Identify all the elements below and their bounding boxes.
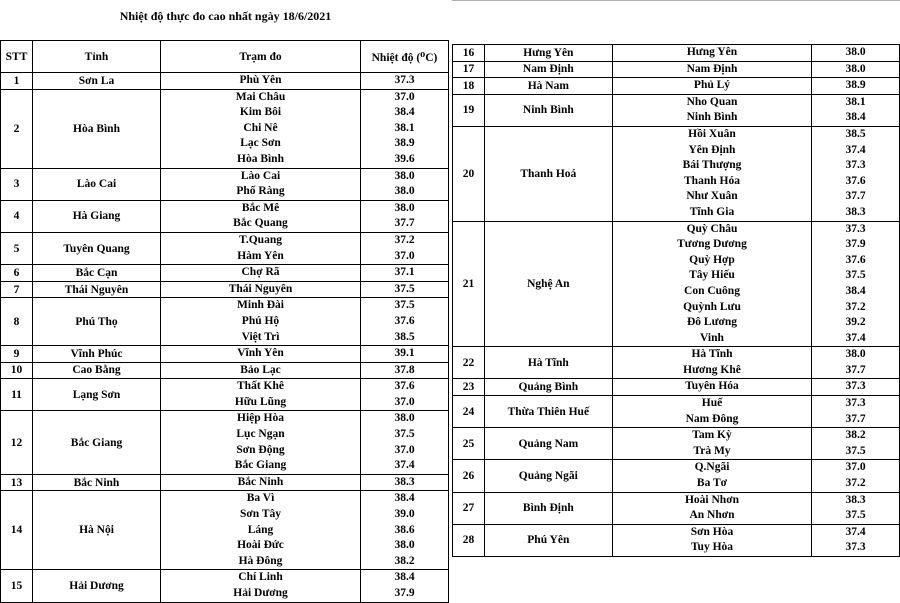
- temperature-value: 38.1: [845, 95, 866, 108]
- station-cell: [612, 524, 812, 556]
- temperature-value: 37.4: [845, 143, 866, 156]
- temperature-cell: [361, 265, 449, 282]
- station-name: Quỳ Châu: [686, 222, 738, 235]
- stt-cell: 18: [453, 78, 485, 95]
- table-row: [453, 126, 900, 221]
- station-name: Minh Đài: [237, 299, 284, 312]
- station-cell: [612, 347, 812, 379]
- temperature-value: 37.3: [394, 74, 415, 86]
- temperature-value: 37.4: [845, 525, 866, 538]
- station-name: Phú Hộ: [241, 314, 280, 327]
- station-name: Bái Thượng: [682, 159, 742, 172]
- province-cell: Hà Nội: [33, 491, 161, 570]
- province-cell: Thái Nguyên: [33, 281, 161, 298]
- temperature-value: 38.0: [845, 348, 866, 361]
- station-cell: [161, 379, 361, 411]
- station-name: Như Xuân: [686, 190, 738, 203]
- table-row: [1, 474, 449, 491]
- station-name: Nho Quan: [686, 95, 738, 108]
- province-cell: Cao Bằng: [33, 362, 161, 379]
- province-cell: Thanh Hoá: [484, 126, 612, 221]
- station-name: Sơn Hòa: [690, 525, 734, 538]
- province-cell: Hà Tĩnh: [484, 347, 612, 379]
- station-name: T.Quang: [239, 233, 282, 246]
- temperature-value: 39.2: [845, 316, 866, 329]
- temperature-cell: [361, 73, 449, 90]
- temperature-value: 39.6: [394, 152, 415, 165]
- temperature-cell: [812, 460, 900, 492]
- station-name: Thái Nguyên: [228, 282, 293, 295]
- table-row: [453, 460, 900, 492]
- temperature-cell: [812, 428, 900, 460]
- table-row: [453, 61, 900, 78]
- station-cell: [612, 492, 812, 524]
- stt-cell: 4: [1, 200, 33, 232]
- stt-cell: 26: [453, 460, 485, 492]
- station-name: Nam Đông: [685, 412, 739, 425]
- stt-cell: 8: [1, 298, 33, 346]
- page-title: Nhiệt độ thực đo cao nhất ngày 18/6/2021: [119, 9, 332, 23]
- station-name: Con Cuông: [684, 284, 740, 297]
- temperature-cell: [361, 89, 449, 168]
- station-name: Hải Dương: [233, 587, 288, 599]
- table-row: [1, 570, 449, 602]
- station-cell: [161, 411, 361, 474]
- stt-cell: 21: [453, 221, 485, 347]
- temperature-value: 39.1: [394, 347, 415, 360]
- temperature-value: 37.5: [845, 444, 866, 457]
- temperature-cell: [812, 61, 900, 78]
- station-name: Bắc Mê: [241, 201, 280, 214]
- header-province: Tỉnh: [33, 41, 161, 73]
- temperature-value: 37.5: [845, 269, 866, 282]
- stt-cell: 24: [453, 396, 485, 428]
- table-row: [1, 73, 449, 90]
- temperature-cell: [361, 200, 449, 232]
- station-name: Hoài Đức: [237, 539, 284, 552]
- province-cell: Thừa Thiên Huế: [484, 396, 612, 428]
- temperature-cell: [361, 474, 449, 491]
- temperature-value: 39.0: [394, 508, 415, 521]
- temperature-value: 38.0: [845, 46, 866, 58]
- station-name: Phù Yên: [239, 74, 282, 86]
- table-row: [1, 379, 449, 411]
- temperature-value: 37.5: [394, 299, 415, 312]
- temperature-value: 38.0: [394, 412, 415, 425]
- station-cell: [161, 281, 361, 298]
- station-name: Quỳ Hợp: [689, 253, 735, 266]
- province-cell: Hải Dương: [33, 570, 161, 602]
- temperature-table-left: [0, 40, 449, 603]
- temperature-cell: [812, 221, 900, 347]
- table-header-row: [1, 41, 449, 73]
- temperature-value: 37.9: [394, 587, 415, 599]
- province-cell: Quảng Nam: [484, 428, 612, 460]
- station-name: Chi Nê: [243, 121, 278, 134]
- station-name: Ba Tơ: [696, 477, 728, 490]
- station-name: Trà My: [693, 444, 731, 457]
- table-row: [453, 221, 900, 347]
- station-cell: [612, 126, 812, 221]
- station-name: Thất Khê: [237, 380, 284, 393]
- temperature-value: 37.0: [394, 395, 415, 408]
- stt-cell: 1: [1, 73, 33, 90]
- temperature-value: 37.5: [394, 282, 415, 295]
- station-name: Tương Dương: [677, 238, 747, 251]
- station-cell: [161, 491, 361, 570]
- province-cell: Nghệ An: [484, 221, 612, 347]
- stt-cell: 22: [453, 347, 485, 379]
- temperature-value: 37.7: [394, 217, 415, 230]
- stt-cell: 28: [453, 524, 485, 556]
- temperature-cell: [812, 78, 900, 95]
- temperature-value: 37.7: [845, 190, 866, 203]
- temperature-value: 38.3: [845, 493, 866, 506]
- station-cell: [161, 232, 361, 264]
- temperature-value: 37.4: [394, 459, 415, 472]
- stt-cell: 13: [1, 474, 33, 491]
- temperature-cell: [361, 298, 449, 346]
- province-cell: Vĩnh Phúc: [33, 346, 161, 363]
- province-cell: Bình Định: [484, 492, 612, 524]
- temperature-table-right: [452, 44, 900, 557]
- province-cell: Bắc Ninh: [33, 474, 161, 491]
- province-cell: Lạng Sơn: [33, 379, 161, 411]
- station-cell: [161, 89, 361, 168]
- table-row: [1, 281, 449, 298]
- province-cell: Tuyên Quang: [33, 232, 161, 264]
- station-name: Vinh: [700, 331, 724, 344]
- station-name: Lục Ngạn: [236, 428, 285, 441]
- temperature-cell: [361, 346, 449, 363]
- station-cell: [161, 265, 361, 282]
- station-cell: [161, 200, 361, 232]
- temperature-value: 37.3: [845, 541, 866, 554]
- province-cell: Sơn La: [33, 73, 161, 90]
- stt-cell: 25: [453, 428, 485, 460]
- temperature-cell: [812, 126, 900, 221]
- table-row: [1, 200, 449, 232]
- station-cell: [612, 396, 812, 428]
- table-row: [453, 347, 900, 379]
- station-cell: [612, 428, 812, 460]
- stt-cell: 7: [1, 281, 33, 298]
- province-cell: Hưng Yên: [484, 45, 612, 62]
- temperature-value: 38.5: [394, 330, 415, 343]
- province-cell: Hà Nam: [484, 78, 612, 95]
- header-stt: STT: [1, 41, 33, 73]
- stt-cell: 19: [453, 94, 485, 126]
- table-row: [1, 168, 449, 200]
- station-name: Lạc Sơn: [240, 137, 281, 150]
- temperature-value: 37.1: [394, 266, 415, 279]
- temperature-cell: [812, 379, 900, 396]
- temperature-value: 38.4: [394, 106, 415, 119]
- station-name: Vĩnh Yên: [237, 347, 284, 360]
- station-name: Láng: [247, 523, 274, 536]
- table-row: [453, 94, 900, 126]
- temperature-value: 37.3: [845, 380, 866, 393]
- station-cell: [612, 460, 812, 492]
- temperature-value: 37.7: [845, 412, 866, 425]
- station-cell: [612, 78, 812, 95]
- station-name: Sơn Động: [236, 443, 285, 456]
- temperature-value: 37.2: [845, 300, 866, 313]
- temperature-value: 38.0: [394, 169, 415, 182]
- temperature-cell: [361, 379, 449, 411]
- temperature-value: 37.6: [845, 253, 866, 266]
- province-cell: Hòa Bình: [33, 89, 161, 168]
- temperature-value: 37.5: [394, 428, 415, 441]
- temperature-value: 37.6: [394, 380, 415, 393]
- station-name: Tuy Hòa: [690, 541, 734, 554]
- temperature-cell: [361, 570, 449, 602]
- table-row: [1, 89, 449, 168]
- temperature-cell: [361, 411, 449, 474]
- temperature-cell: [812, 45, 900, 62]
- station-name: Kim Bôi: [239, 106, 282, 119]
- station-name: Chí Linh: [238, 571, 283, 584]
- province-cell: Quảng Bình: [484, 379, 612, 396]
- temperature-value: 37.3: [845, 222, 866, 235]
- station-name: Hồi Xuân: [688, 127, 736, 140]
- stt-cell: 16: [453, 45, 485, 62]
- temperature-value: 38.5: [845, 127, 866, 140]
- temperature-value: 37.0: [845, 461, 866, 474]
- station-name: Chợ Rã: [241, 266, 280, 279]
- station-cell: [612, 61, 812, 78]
- station-name: Hoài Nhơn: [684, 493, 739, 506]
- stt-cell: 10: [1, 362, 33, 379]
- temperature-value: 37.0: [394, 90, 415, 103]
- temperature-cell: [361, 168, 449, 200]
- table-row: [1, 411, 449, 474]
- station-name: Hiệp Hòa: [237, 412, 284, 425]
- station-name: Phố Ràng: [236, 185, 285, 198]
- province-cell: Ninh Bình: [484, 94, 612, 126]
- table-row: [1, 491, 449, 570]
- station-name: Hưng Yên: [686, 46, 738, 58]
- station-name: Hương Khê: [683, 363, 741, 376]
- station-name: Bảo Lạc: [240, 363, 281, 376]
- station-name: Ba Vì: [246, 492, 275, 505]
- table-row: [453, 78, 900, 95]
- header-temperature: Nhiệt độ (⁰C): [361, 41, 449, 73]
- province-cell: Phú Yên: [484, 524, 612, 556]
- province-cell: Hà Giang: [33, 200, 161, 232]
- temperature-cell: [812, 524, 900, 556]
- header-station: Trạm đo: [161, 41, 361, 73]
- stt-cell: 20: [453, 126, 485, 221]
- stt-cell: 14: [1, 491, 33, 570]
- station-name: Bắc Quang: [233, 217, 288, 230]
- station-cell: [161, 570, 361, 602]
- station-name: Quỳnh Lưu: [683, 300, 741, 313]
- table-row: [1, 362, 449, 379]
- stt-cell: 12: [1, 411, 33, 474]
- station-name: Tuyên Hóa: [685, 380, 739, 393]
- temperature-value: 37.8: [394, 363, 415, 376]
- stt-cell: 23: [453, 379, 485, 396]
- temperature-cell: [812, 347, 900, 379]
- temperature-value: 38.0: [394, 201, 415, 214]
- table-row: [453, 492, 900, 524]
- station-name: Huế: [701, 397, 723, 410]
- station-name: An Nhơn: [689, 509, 735, 522]
- province-cell: Quảng Ngãi: [484, 460, 612, 492]
- station-name: Tây Hiếu: [689, 269, 735, 282]
- station-name: Phủ Lý: [693, 79, 731, 92]
- province-cell: Phú Thọ: [33, 298, 161, 346]
- station-cell: [612, 94, 812, 126]
- station-cell: [612, 379, 812, 396]
- station-name: Thanh Hóa: [684, 174, 740, 187]
- temperature-value: 38.4: [394, 571, 415, 584]
- divider: [452, 0, 900, 1]
- temperature-value: 37.0: [394, 443, 415, 456]
- table-row: [1, 232, 449, 264]
- temperature-cell: [812, 94, 900, 126]
- station-cell: [161, 73, 361, 90]
- station-cell: [161, 346, 361, 363]
- temperature-value: 38.1: [394, 121, 415, 134]
- station-name: Đô Lương: [686, 316, 737, 329]
- station-name: Việt Trì: [241, 330, 280, 343]
- temperature-value: 38.2: [845, 429, 866, 442]
- station-name: Q.Ngãi: [694, 461, 730, 474]
- temperature-value: 37.6: [394, 314, 415, 327]
- station-name: Hòa Bình: [237, 152, 284, 165]
- temperature-value: 38.6: [394, 523, 415, 536]
- station-name: Tam Kỳ: [692, 429, 732, 442]
- temperature-value: 37.5: [845, 509, 866, 522]
- station-name: Hà Đông: [238, 554, 283, 567]
- temperature-value: 37.4: [845, 331, 866, 344]
- table-row: [453, 524, 900, 556]
- temperature-value: 37.9: [845, 238, 866, 251]
- station-cell: [612, 45, 812, 62]
- province-cell: Bắc Giang: [33, 411, 161, 474]
- stt-cell: 6: [1, 265, 33, 282]
- station-name: Mai Châu: [235, 90, 286, 103]
- station-cell: [161, 298, 361, 346]
- temperature-cell: [361, 232, 449, 264]
- temperature-value: 38.4: [845, 284, 866, 297]
- station-name: Lào Cai: [240, 169, 281, 182]
- table-row: [453, 45, 900, 62]
- station-name: Bắc Giang: [234, 459, 287, 472]
- table-row: [453, 379, 900, 396]
- station-cell: [161, 474, 361, 491]
- table-row: [453, 396, 900, 428]
- temperature-value: 38.4: [845, 111, 866, 124]
- temperature-value: 38.2: [394, 554, 415, 567]
- station-name: Hữu Lũng: [234, 395, 287, 408]
- station-name: Hàm Yên: [237, 249, 284, 262]
- table-row: [453, 428, 900, 460]
- temperature-cell: [812, 492, 900, 524]
- temperature-cell: [361, 491, 449, 570]
- province-cell: Bắc Cạn: [33, 265, 161, 282]
- stt-cell: 5: [1, 232, 33, 264]
- temperature-value: 37.0: [394, 249, 415, 262]
- station-name: Hà Tĩnh: [691, 348, 733, 361]
- temperature-value: 37.3: [845, 159, 866, 172]
- temperature-value: 37.2: [845, 477, 866, 490]
- temperature-value: 38.9: [845, 79, 866, 92]
- temperature-value: 38.0: [394, 539, 415, 552]
- temperature-value: 37.3: [845, 397, 866, 410]
- temperature-value: 38.4: [394, 492, 415, 505]
- stt-cell: 11: [1, 379, 33, 411]
- temperature-value: 38.3: [845, 205, 866, 218]
- temperature-value: 37.6: [845, 174, 866, 187]
- stt-cell: 3: [1, 168, 33, 200]
- temperature-value: 38.9: [394, 137, 415, 150]
- stt-cell: 15: [1, 570, 33, 602]
- temperature-cell: [361, 281, 449, 298]
- station-name: Ninh Bình: [686, 111, 738, 124]
- table-row: [1, 346, 449, 363]
- station-cell: [612, 221, 812, 347]
- stt-cell: 27: [453, 492, 485, 524]
- station-name: Tĩnh Gia: [689, 205, 735, 218]
- province-cell: Lào Cai: [33, 168, 161, 200]
- province-cell: Nam Định: [484, 61, 612, 78]
- table-row: [1, 265, 449, 282]
- station-cell: [161, 362, 361, 379]
- temperature-value: 37.7: [845, 363, 866, 376]
- stt-cell: 2: [1, 89, 33, 168]
- station-name: Nam Định: [686, 62, 738, 75]
- station-name: Sơn Tây: [240, 508, 281, 521]
- station-name: Yên Định: [688, 143, 736, 156]
- temperature-cell: [812, 396, 900, 428]
- temperature-value: 37.2: [394, 233, 415, 246]
- stt-cell: 17: [453, 61, 485, 78]
- stt-cell: 9: [1, 346, 33, 363]
- temperature-cell: [361, 362, 449, 379]
- temperature-value: 38.0: [394, 185, 415, 198]
- temperature-value: 38.0: [845, 62, 866, 75]
- table-row: [1, 298, 449, 346]
- station-name: Bắc Ninh: [237, 475, 284, 488]
- temperature-value: 38.3: [394, 475, 415, 488]
- station-cell: [161, 168, 361, 200]
